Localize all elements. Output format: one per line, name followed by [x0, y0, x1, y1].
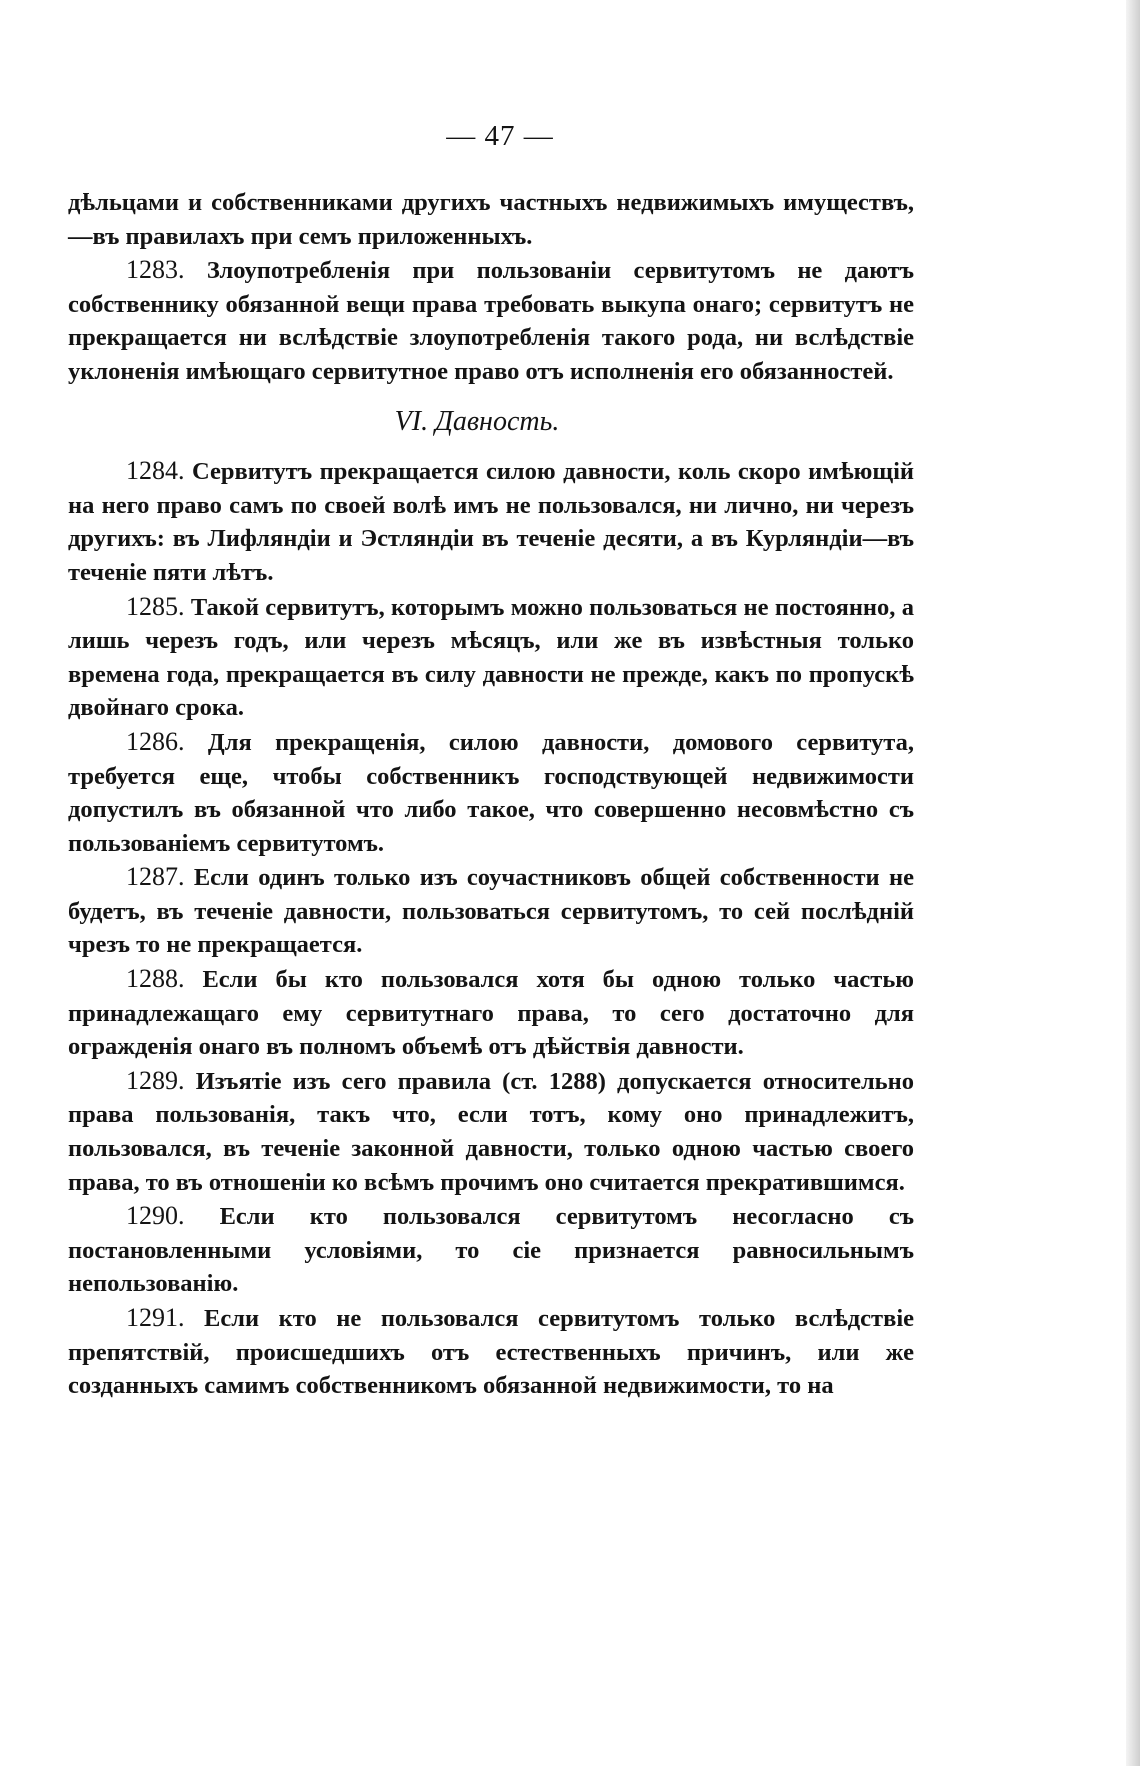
article-text: Такой сервитутъ, которымъ можно пользоваться не постоянно, а лишь черезъ годъ, или черезъ мѣсяцъ, или же въ извѣстныя только времена года, прекращается въ силу давности не прежде, какъ по пропускѣ двойнаго срока.	[68, 593, 914, 722]
article-text: Сервитутъ прекращается силою давности, коль скоро имѣющій на него право самъ по своей волѣ имъ не пользовался, ни лично, ни черезъ другихъ: въ Лифляндіи и Эстляндіи въ теченіе десяти, а въ Курляндіи—въ теченіе пяти лѣтъ.	[68, 458, 914, 586]
paragraph-text: дѣльцами и собственниками другихъ частныхъ недвижимыхъ имуществъ,—въ правилахъ при семъ приложенныхъ.	[68, 189, 914, 250]
article-1289	[68, 1064, 914, 1199]
article-1285	[68, 590, 914, 725]
article-number: 1288.	[126, 964, 185, 994]
article-number: 1287.	[126, 862, 185, 892]
article-text: Если одинъ только изъ соучастниковъ общей собственности не будетъ, въ теченіе давности, пользоваться сервитутомъ, то сей послѣдній чрезъ то не прекращается.	[68, 864, 914, 959]
article-number: 1291.	[126, 1303, 185, 1332]
article-number: 1289.	[126, 1065, 185, 1095]
article-number: 1285.	[126, 591, 185, 621]
article-text: Для прекращенія, силою давности, домового сервитута, требуется еще, чтобы собственникъ господствующей недвижимости допустилъ въ обязанной что либо такое, что совершенно несовмѣстно съ пользованіемъ сервитутомъ.	[68, 728, 914, 857]
paragraph-continued	[68, 186, 914, 253]
article-text: Если кто не пользовался сервитутомъ только вслѣдствіе препятствій, происшедшихъ отъ естественныхъ причинъ, или же созданныхъ самимъ собственникомъ обязанной недвижимости, то на	[68, 1305, 915, 1400]
section-heading: VI. Давность.	[394, 405, 560, 437]
article-1287	[68, 860, 914, 962]
article-1283	[68, 253, 914, 388]
article-1291	[68, 1301, 914, 1403]
article-number: 1283.	[126, 255, 185, 285]
article-1286	[68, 725, 914, 860]
article-text: Если кто пользовался сервитутомъ несогласно съ постановленными условіями, то сіе признается равносильнымъ непользованію.	[68, 1203, 914, 1298]
main-text	[68, 186, 914, 1403]
article-1290	[68, 1199, 914, 1301]
article-text: Если бы кто пользовался хотя бы одною только частью принадлежащаго ему сервитутнаго права, то сего достаточно для огражденія онаго въ полномъ объемѣ отъ дѣйствія давности.	[68, 966, 915, 1061]
article-text: Злоупотребленія при пользованіи сервитутомъ не даютъ собственнику обязанной вещи права требовать выкупа онаго; сервитутъ не прекращается ни вслѣдствіе злоупотребленія такого рода, ни вслѣдствіе уклоненія имѣющаго сервитутное право отъ исполненія его обязанностей.	[68, 257, 914, 385]
scan-edge-shadow	[1126, 0, 1140, 1766]
article-number: 1290.	[126, 1201, 185, 1231]
page-number: — 47 —	[446, 120, 554, 152]
article-number: 1286.	[126, 726, 185, 756]
article-text: Изъятіе изъ сего правила (ст. 1288) допускается относительно права пользованія, такъ что, если тотъ, кому оно принадлежитъ, пользовался, въ теченіе законной давности, только одною частью своего права, то въ отношеніи ко всѣмъ прочимъ оно считается прекратившимся.	[68, 1067, 915, 1196]
article-1288	[68, 962, 914, 1064]
article-1284	[68, 454, 914, 589]
article-number: 1284.	[126, 456, 185, 486]
